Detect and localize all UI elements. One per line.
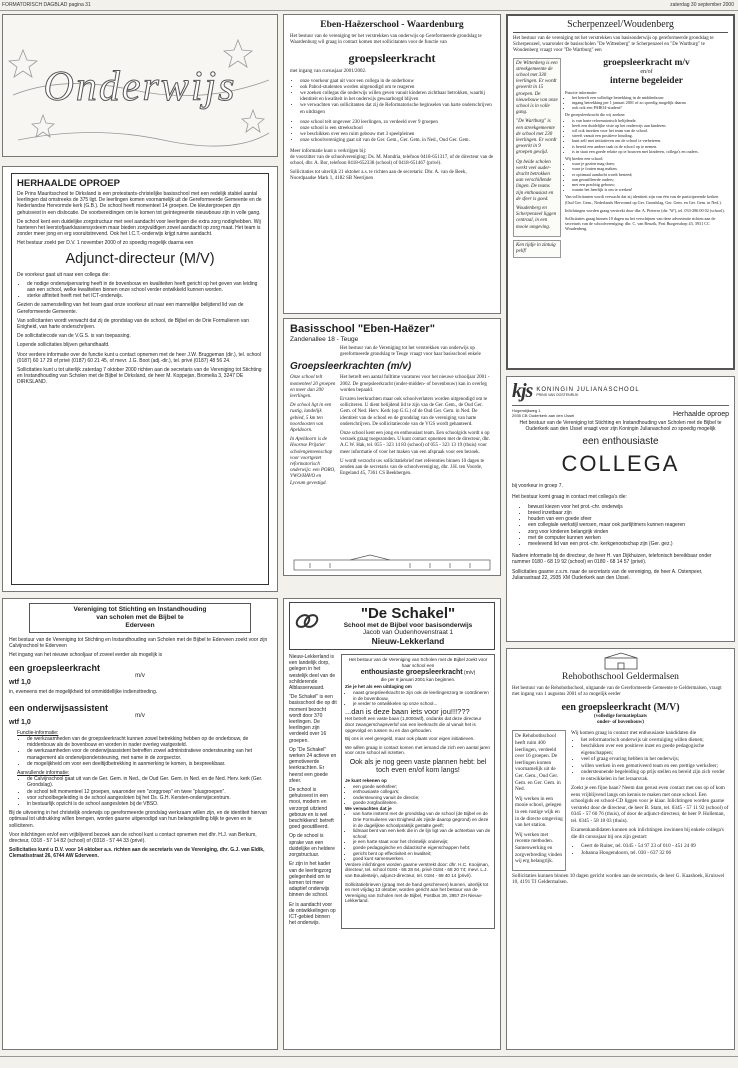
scherpenzeel-verw-item: • is van harte reformatorisch belijdende. (572, 118, 728, 123)
ad-ederveen (2, 598, 278, 1050)
teuge-p1: Het betreft een aantal fulltime vacatures voor het nieuwe schooljaar 2001 - 2002. De groepsleerkracht (onder-midden- of bovenbouw) kan in overleg worden bepaald. (340, 375, 490, 393)
herhaalde-bullet: • sterke affiniteit heeft met het ICT-onderwijs. (27, 293, 263, 299)
scherpenzeel-bied-item: • er optimaal aandacht wordt besteed; (572, 172, 728, 177)
juliana-groep: bij voorkeur in groep 7. (512, 483, 563, 490)
scherpenzeel-p3: Sollicitaties graag binnen 10 dagen na het verschijnen van deze advertentie richten aan de secretaris van de schoolvereniging: dhr. C. van Beuzik, Post Burgersdorp 43, 3931 CC Woudenberg. (565, 216, 716, 232)
ederveen-functie-heading: Functie-informatie: (17, 729, 59, 736)
teuge-side-1: Onze school telt momenteel 20 groepen en meer dan 200 leerlingen. (290, 375, 336, 400)
scherpenzeel-bied-item: • met een prachtig gebouw; (572, 182, 728, 187)
herhaalde-p5: Gezien de samenstelling van het team gaat onze voorkeur uit naar een mannelijke belijdend lid van de Gereformeerde Gemeente. (17, 302, 244, 315)
rehoboth-p2: Examenkandidaten kunnen ook inlichtingen inwinnen bij enkele collega's die dit cursusjaar bij ons zijn gestart: (571, 827, 724, 840)
teuge-job: Groepsleerkrachten (m/v) (290, 361, 412, 373)
waardenburg-p2: de voorzitter van de schoolvereniging: Ds. M. Mondria, telefoon 0418-651317, of de directeur van de school, dhr. A. Bor, telefoon 0418-652338 (school) of 0418-651467 (privé). (290, 154, 494, 167)
schakel-kunt-item: • een goede werksfeer; (353, 784, 491, 790)
schakel-verwachten-item: • van harte instemt met de grondslag van de school (de Bijbel en de Drie Formulieren van Enigheid als zijnde daarop gegrond) en deze in de dagelijkse schoolpraktijk gestalte geeft; (353, 811, 491, 828)
scherpenzeel-bied-item: • waar je fouten mag maken; (572, 166, 728, 171)
rehoboth-job-sub-1: (volledige formatieplaats (594, 714, 647, 720)
newspaper-header-left: FORMATORISCH DAGBLAD pagina 31 (2, 2, 91, 8)
scherpenzeel-func-item: • het betreft een volledige betrekking in de middenbouw (572, 95, 728, 100)
scherpenzeel-side-5: Ken tijdje in zintuig pelif! (513, 240, 561, 258)
juliana-bullet: • meelevend lid van een prot.-chr. kerkgenootschap zijn (Ger. gez.) (528, 541, 729, 547)
waardenburg-bullet: • onze schoolvereniging gaat uit van de Ger. Gem., Ger. Gem. in Ned., Oud Ger. Gem. (300, 138, 494, 144)
scherpenzeel-p1: Van sollicitanten wordt verwacht dat zij identiteit zijn van één van de participerende kerken (Oud Ger. Gem., Nederlands Hervormd op Ger. Grondslag, Ger. Gem. en Ger. Gem. in Ned.). (565, 194, 722, 205)
waardenburg-p3: Sollicitaties tot uiterlijk 21 oktober a.s. te richten aan de secretaris: Dhr. A. van de Beek, Noordpaadse Mark 1, 4182 SB Neerijnen (290, 170, 467, 182)
herhaalde-bullet: • de nodige onderwijservaring heeft in de bovenbouw en kwaliteiten heeft gericht op het geven van leiding aan een school, welke kwaliteiten binnen onze school verder ontwikkeld kunnen worden. (27, 281, 263, 293)
herhaalde-p10: Sollicitaties kunt u tot uiterlijk zaterdag 7 oktober 2000 richten aan de secretaris van de Vereniging tot Stichting en Instandhouding van Scholen met de Bijbel te Dirksland, de heer M. Koppejan, Bromelia 3, 3247 DE DIRKSLAND. (17, 367, 262, 386)
scherpenzeel-job-1: groepsleerkracht m/v (603, 57, 690, 68)
scherpenzeel-side-1: De Wittenberg is een streekgemeente de school met 330 leerlingen. Er wordt gewerkt in 15 groepen. De nieuwbouw van onze school is in volle gang. (516, 60, 558, 116)
rehoboth-side-1: De Rehobothschool heeft ruim 400 leerlingen, verdeeld over 16 groepen. De leerlingen komen voornamelijk uit de Ger. Gem., Oud Ger. Gem. en Ger. Gem. in Ned. (515, 733, 561, 793)
ad-waardenburg (283, 14, 501, 314)
schakel-side-7: Er is aandacht voor de ontwikkelingen op ICT-gebied binnen het onderwijs. (289, 901, 336, 927)
juliana-intro: Het bestuur van de Vereniging tot Stichting en Instandhouding van Scholen met de Bijbel te Ouderkerk aan den IJssel vraagt voor zijn Koningin Julianaschool zo spoedig mogelijk (519, 420, 722, 433)
schakel-chain-logo (293, 607, 321, 635)
schakel-sub-3: Nieuw-Lekkerland (371, 636, 445, 646)
schakel-side-3: Op "De Schakel" werken 24 actieve en gemotiveerde leerkrachten. Er heerst een goede sfeer. (289, 746, 337, 784)
teuge-p2: Ervaren leerkrachten maar ook schoolverlaters worden uitgenodigd om te solliciteren. U dient belijdend lid te zijn van de Ger. Gem., de Oud Ger. Gem. of Ned. Herv. Kerk (op G.G.) of de Oud Ger. Gem. in Ned. De identiteit van de school en de grondslag van de vereniging van harte onderschrijven. De sollicitatiecode van de VGS wordt gehanteerd. (340, 397, 488, 427)
ad-de-schakel (283, 598, 501, 1050)
teuge-side-3: In Apeldoorn is de Hoornse Prijstier scholengemeenschap voor voortgezet reformatorisch onderwijs: een PORO, VWO/HAVO en Lyceum gevestigd. (290, 437, 336, 486)
scherpenzeel-title: Scherpenzeel/Woudenberg (513, 19, 728, 33)
ad-teuge (283, 318, 501, 576)
kjs-logo: kjs (512, 380, 533, 402)
juliana-bullet: • houden van een goede sfeer (528, 516, 729, 522)
schakel-daag: ...dan is deze baan iets voor jou!!!??? (345, 706, 470, 716)
waardenburg-intro: Het bestuur van de vereniging ter het verstrekken van onderwijs op Gereformeerde grondslag te Waardenburg wil graag in contact komen met sollicitanten voor de functie van (290, 34, 482, 46)
scherpenzeel-job-2: interne begeleider (609, 75, 684, 86)
scherpenzeel-side-3: Op beide scholen werkt veel ouder-dracht betrokken aan verschillende lingen. De teams zijn enthousiast en de sfeer is goed. (516, 159, 554, 202)
herhaalde-p9: Voor verdere informatie over de functie kunt u contact opnemen met de heer J.W. Bruggeman (dir.), tel. school (0187) 60 17 29 of privé (0187) 60 21 45, of mevr. J.G. Boot (adj.-dir.), tel. privé (0187) 48 56 24. (17, 351, 262, 364)
schakel-verwachten-item: • lidmaat bent van een kerk die in de lijn ligt van de achterban van de school; (353, 828, 491, 839)
ederveen-desc-1: in, eveneens met de mogelijkheid tot ommiddellijke indiensttreding. (9, 688, 158, 695)
onderwijs-banner (2, 14, 278, 157)
scherpenzeel-bied-item: • waar je gezien mag doen; (572, 161, 728, 166)
waardenburg-p1: Meer informatie kunt u verkrijgen bij: (290, 148, 367, 154)
ad-scherpenzeel (506, 14, 735, 370)
juliana-bullet: • met de computer kunnen werken (528, 535, 729, 541)
scherpenzeel-verw-item: • kunt zelf met initiatieven om de school te verbeteren. (572, 138, 728, 143)
ederveen-intro: Het bestuur van de Vereniging tot Stichting en Instandhouding van Scholen met de Bijbel te Ederveen zoekt voor zijn Calvijnschool te Ederveen (9, 637, 268, 650)
juliana-p2: Sollicitaties gaarne z.s.m. naar de secretaris van de vereniging, de heer A. Ostenpeer, Julianastraat 22, 2935 XM Ouderkerk aan den IJssel. (512, 568, 703, 581)
schakel-side-2: "De Schakel" is een basisschool die op dit moment bezocht wordt door 370 leerlingen. De leerlingen zijn verdeeld over 16 groepen. (289, 694, 337, 744)
ad-herhaalde-oproep (2, 166, 278, 592)
rehoboth-bullet: • ondersteunende begeleiding op prijs stellen en bereid zijn zich verder te ontwikkelen in het leraarsvak. (581, 769, 729, 782)
herhaalde-p6: Van sollicitanten wordt verwacht dat zij de grondslag van de school, de Bijbel en de Drie Formulieren van Enigheid, van harte onderschrijven. (17, 317, 249, 331)
rehoboth-contact: • Johanna Hoogendoorn, tel. 030 - 637 32 06 (581, 850, 729, 857)
ederveen-aanv-heading: Aanvullende informatie: (17, 770, 70, 777)
schakel-kunt-heading: Je kunt rekenen op (345, 777, 387, 783)
schakel-side-6: Er zijn in het kader van de leerlingzorg gelegenheid om te komen tot meer adaptief onderwijs binnen de school. (289, 861, 332, 899)
schakel-kunt-item: • ondersteuning vanuit de directie; (353, 795, 491, 801)
waardenburg-bullet: • we zoeken collegas die onderwijs willen geven vanuit kinderen zichtbaar betrokken, waarbij identiteit en kwaliteit in het onderwijs gewaarborgd blijven (300, 91, 494, 103)
scherpenzeel-func-item: • ingang betrekking per 1 januari 2001 of zo spoedig mogelijk daarna (572, 100, 728, 105)
rehoboth-p1: Zoekt je een fijne baan? Neem dan gerust even contact met ons op of kom eens vrijblijvend langs om kennis te maken met onze school. Een schoolgids en school-CD liggen voor je klaar. Inlichtingen worden gaarne verstrekt door de directeur, de heer B. Stam, tel. 0345 - 57 11 92 (school) of 0345 - 57 60 76 (thuis), of door de adjunct-directeur, de heer P. Holleman, tel. 0345 - 58 18 03 (thuis). (571, 785, 729, 824)
ederveen-aanv-item: • de school telt momenteel 12 groepen, waaronder een "zorggroep" en twee "plusgroepen". (27, 789, 271, 795)
ederveen-wtf-1: wtf 1,0 (9, 678, 31, 686)
juliana-school-sub: PRINS VAN OOSTENRIJK (536, 392, 579, 397)
herhaalde-p7: De sollicitatiecode van de V.G.S. is van toepassing. (17, 333, 131, 340)
scherpenzeel-bied-item: • aan geoutilleerde ouders; (572, 177, 728, 182)
scherpenzeel-bied-heading: Wij bieden een school: (565, 156, 604, 162)
rehoboth-job: een groepsleerkracht (M/V) (561, 702, 680, 714)
schakel-verwachten-item: • goede pedagogische en didactische eigenschappen hebt; (353, 845, 491, 851)
schakel-p2: Bij ons is veel geregeld, maar ook plaats voor eigen initiatieven. (345, 736, 475, 742)
teuge-p3: Onze school kent een jong en enthousiast team. Een schoolgids wordt u op verzoek graag toegezonden. U kunt contact opnemen met de directeur, dhr. A.C.W. Hak, tel. 055 - 323 14 83 (school) of 055 - 323 13 19 (thuis) voor meer informatie of voor het maken van een afspraak voor een bezoek. (340, 431, 490, 455)
ederveen-functie-item: • de werkzaamheden van de groepsleerkracht kunnen zowel betrekking hebben op de onderbouw, de middenbouw als de bovenbouw en worden in nader overleg vastgesteld. (27, 736, 271, 748)
juliana-bullet: • bewust kiezen voor het prot.-chr. onderwijs (528, 504, 729, 510)
scherpenzeel-verw-item: • heeft een duidelijke visie op het onderwijs aan kinderen. (572, 123, 728, 128)
scherpenzeel-verw-item: • wil ook inzetten voor het team van de school. (572, 128, 728, 133)
schakel-kunt-item: • goede zorgfaciliteiten. (353, 800, 491, 806)
herhaalde-p1: De Prins Mauritsschool te Dirksland is een protestants-christelijke basisschool met een redelijk stabiel aantal leerlingen dat omstreeks de 375 ligt. De leerlingen komen voornamelijk uit de Gereformeerde Gemeente en de Nederlandse Hervormde kerk (G.B.). De school heeft momenteel 14 groepen. De kleutergroepen zijn gehuisvest in een dislocatie. De voorbereidingen om te komen tot geïntegreerde nieuwbouw zijn in volle gang. (17, 191, 262, 216)
schakel-job-sub: die per 8 januari 2001 kan beginnen. (380, 676, 456, 682)
teuge-title: Basisschool "Eben-Haëzer" (290, 323, 435, 335)
ederveen-title-2: van scholen met de Bijbel te (96, 614, 184, 621)
scherpenzeel-p2: Inlichtingen worden graag verstrekt door dhr. A. Pieterse (dir. 'W'), tel. 033-286 00 02 (school). (565, 207, 725, 213)
ederveen-job-2: een onderwijsassistent (9, 702, 109, 713)
schakel-side-1: Nieuw-Lekkerland is een landelijk dorp, gelegen in het westelijk deel van de schilderende Alblasserwaard. (289, 654, 336, 692)
ederveen-aanv-item: • voor schoolbegeleiding is de school aangesloten bij het Ds. G.H. Kersten-onderwijscentrum. (27, 795, 271, 801)
waardenburg-job: groepsleerkracht (348, 51, 436, 66)
herhaalde-p8: Lopende sollicitaties blijven gehandhaafd. (17, 342, 110, 349)
juliana-collega: COLLEGA (561, 451, 680, 477)
schakel-verwachten-item: • gericht bent op effectiviteit en kwaliteit; (353, 851, 491, 857)
juliana-p1: Nadere informatie bij de directeur, de heer H. van Dijkhuizen, telefonisch bereikbaar onder nummer 0180 - 68 19 92 (school) en 0180 - 68 14 57 (privé). (512, 553, 712, 566)
waardenburg-bullet: • onze voorkeur gaat uit voor een collega in de onderbouw (300, 79, 494, 85)
teuge-p4: U wordt verzocht uw sollicitatiebrief met referenties binnen 10 dagen te zenden aan de secretaris van de schoolvereniging, dhr. J.H. ten Voorde, Engeland 45, 7361 CS Beekbergen. (340, 458, 485, 477)
rehoboth-intro: Het bestuur van de Rehobothschool, uitgaande van de Gereformeerde Gemeente te Geldermalsen, vraagt met ingang van 1 augustus 2001 of zo mogelijk eerder (512, 686, 722, 698)
rehoboth-p3: Sollicitaties kunnen binnen 10 dagen gericht worden aan de secretaris, de heer G. Kaashoek, Kruiswel 10, 4191 TJ Geldermalsen. (512, 872, 725, 886)
schakel-title: "De Schakel" (360, 605, 456, 622)
footer-rule (0, 1056, 738, 1057)
rehoboth-bullet: • willen werken in een gemotiveerd team en een prettige werksfeer; (581, 763, 729, 770)
schakel-intro: Het bestuur van de Vereniging van Scholen met de Bijbel zoekt voor haar school een (348, 657, 488, 668)
ederveen-title-1: Vereniging tot Stichting en Instandhouding (73, 606, 207, 613)
juliana-address-2: 2935 CB Ouderkerk aan den IJssel (512, 413, 575, 418)
ederveen-mv-1: m/v (135, 672, 145, 679)
rehoboth-building-logo (601, 652, 641, 670)
schakel-job: enthousiaste groepsleerkracht (360, 669, 463, 677)
newspaper-header-right: zaterdag 30 september 2000 (670, 2, 734, 8)
ederveen-aanv-item: • de Calvijnschool gaat uit van de Ger. Gem. in Ned., de Oud Ger. Gem. in Ned. en de Ned. Herv. kerk (Ger. Grondslag). (27, 776, 271, 788)
ederveen-job-1: een groepsleerkracht (9, 662, 101, 673)
schakel-uitdaging-item: • naast groepsleerkracht te zijn ook de leerlingenzorg te coördineren in de bovenbouw, (353, 690, 491, 701)
rehoboth-bullet: • beschikken over een positieve inzet en goede pedagogische eigenschappen; (581, 743, 729, 756)
juliana-bullet: • zorg voor kinderen belangrijk vinden (528, 529, 729, 535)
waardenburg-title: Eben-Haëzerschool - Waardenburg (320, 20, 464, 30)
scherpenzeel-enof: en/of (640, 68, 653, 75)
herhaalde-job-title: Adjunct-directeur (M/V) (65, 250, 215, 267)
schakel-p1: Het betreft een vaste baan (1,0000wtf), ondanks dat deze directeur door zwangerschapsverlof van een leerkracht die al vanuit het is opgevolgd en tussen nu en dan gehouden. (345, 716, 482, 733)
ederveen-wtf-2: wtf 1,0 (9, 718, 31, 726)
schakel-uitdaging-item: • je verder te ontwikkelen op onze school... (353, 701, 491, 707)
teuge-intro: Het bestuur van de Vereniging tot het verstrekken van onderwijs op gereformeerde grondslag te Teuge vraagt voor haar basisschool enkele (340, 346, 481, 358)
schakel-sollicitatie: Sollicitatiebrieven (graag met de hand geschreven) kunnen, uiterlijk tot en met vrijdag 13 oktober, worden gericht aan het bestuur van de Vereniging van Scholen met de Bijbel, Postbus 39, 2957 ZH Nieuw-Lekkerland. (345, 881, 489, 904)
school-building-illustration (290, 554, 494, 572)
teuge-address: Zandenallee 18 - Teuge (290, 336, 359, 343)
herhaalde-title: HERHAALDE OPROEP (17, 178, 120, 189)
schakel-side-5: Op de school is sprake van een duidelijke en heldere zorgstructuur. (289, 833, 335, 859)
juliana-school-name: KONINGIN JULIANASCHOOL (536, 386, 640, 393)
schakel-uitdaging-heading: Zie je het als een uitdaging om (345, 684, 412, 690)
schakel-verwachten-heading: We verwachten dat je (345, 805, 392, 811)
herhaalde-p4: De voorkeur gaat uit naar een collega die: (17, 271, 110, 278)
schakel-kunt-item: • enthousiaste collega's; (353, 789, 491, 795)
juliana-bullet: • breed inzetbaar zijn (528, 510, 729, 516)
scherpenzeel-intro: Het bestuur van de vereniging tot het verstrekken van basisonderwijs op gereformeerde grondslag te Scherpenzeel, waaronder de basisscholen "De Wittenberg" te Scherpenzeel en "De Wartburg" te Woudenberg vraagt voor "De Wartburg" een (513, 36, 714, 54)
scherpenzeel-func-heading: Functie informatie: (565, 89, 598, 95)
schakel-p3: We willen graag in contact komen met iemand die zich een aantal jaren voor onze school wil inzetten. (345, 744, 490, 756)
schakel-verwachten-item: • goed kunt samenwerken. (353, 856, 491, 862)
scherpenzeel-side-4: Woudenberg en Scherpenzeel liggen centraal, in een mooie omgeving. (516, 206, 557, 230)
rehoboth-side-2: Wij werken in een mooie school, gelegen in een rustige wijk en in de directe omgeving van het station. (515, 795, 563, 829)
waardenburg-bullet: • onze school is een streekschool (300, 126, 494, 132)
juliana-oproep: Herhaalde oproep (672, 411, 729, 418)
rehoboth-side-3: Wij werken met recente methoden. Samenwerking en zorgverbreding vinden wij erg belangrijk. (515, 831, 563, 865)
ederveen-title-3: Ederveen (125, 622, 155, 629)
scherpenzeel-verw-item: • streeft vanuit een positieve houding. (572, 133, 728, 138)
schakel-ook: Ook als je nog geen vaste plannen hebt: bel toch even en/of kom langs! (349, 758, 487, 774)
herhaalde-p3: Het bestuur zoekt per D.V. 1 november 2000 of zo spoedig mogelijk daarna een (17, 240, 194, 247)
ederveen-intro-2: Het ingang van het nieuwe schooljaar of zoveel eerder als mogelijk is (9, 652, 163, 659)
herhaalde-p2: De school kent een duidelijke zorgstructuur met veel aandacht voor leerlingen die extra zorg nodighebben. Wij hanteren het leerstofjaarklassensysteem maar bieden zorgvuldigen zowel aandacht op zorg maat. Het team is zonder meer jong en erg vooruitstrevend. Ook het I.C.T.-onderwijs krijgt ruime aandacht. (17, 218, 261, 238)
schakel-side-4: De school is gehuisvest in een mooi, modern en verzorgd uitziend gebouw en is wel beschikkend: betreft goed geoutilleerd. (289, 787, 334, 831)
scherpenzeel-verw-item: • is bereid een andere taak in de school op te nemen. (572, 144, 728, 149)
teuge-side-2: De school ligt in een rustig, landelijk gebied, 5 km ten noordoosten van Apeldoorn. (290, 403, 332, 434)
ederveen-functie-item: • de mogelijkheid om voor een deeltijdbetrekking in aanmerking te komen, is bespreekbaar. (27, 761, 271, 767)
waardenburg-bullet: • onze school telt ongeveer 230 leerlingen, zo verdeeld over 9 groepen (300, 120, 494, 126)
ederveen-functie-item: • de werkzaamheden voor de onderwijsassistent betreffen zowel administratieve ondersteuning van het management als onderwijsondersteuning, met name in de zorgsector. (27, 748, 271, 760)
schakel-verwachten-item: • je een harte staat voor het christelijk onderwijs; (353, 839, 491, 845)
schakel-sub-1: School met de Bijbel voor basisonderwijs (343, 622, 473, 629)
waardenburg-bullet: • we beschikken over een ruim gebouw met 3 speelpleinen (300, 132, 494, 138)
rehoboth-bullet: • het reformatorisch onderwijs uit overtuiging willen dienen; (581, 737, 729, 744)
juliana-een: een enthousiaste (582, 436, 659, 448)
ad-julianaschool (506, 376, 735, 642)
ederveen-aanv-item: • in bestuurlijk opzicht is de school aangesloten bij de VBSO. (27, 801, 271, 807)
ad-rehoboth (506, 648, 735, 1050)
waardenburg-bullet: • we verwachten van sollicitanten dat zij de Reformatorische beginselen van harte onderschrijven en uitdragen (300, 103, 494, 115)
juliana-bullet: • een collegiale werkstijl wensen, maar ook partijtimers kunnen reageren (528, 522, 729, 528)
waardenburg-sub: met ingang van cursusjaar 2001/2002. (290, 69, 367, 75)
ederveen-p3: Sollicitaties kunt u D.V. voor 14 oktober a.s. richten aan de secretaris van de Vereniging, dhr. G.J. van Eldik, Clematisstraat 26, 6744 AW Ederveen. (9, 847, 265, 860)
header-rule (0, 10, 738, 11)
ederveen-mv-2: m/v (135, 712, 145, 719)
onderwijs-title: Onderwijs (43, 64, 237, 110)
rehoboth-bullet: • veel of graag ervaring hebben in het onderwijs; (581, 756, 729, 763)
scherpenzeel-verw-heading: De groepsleerkracht die wij zoeken: (565, 112, 626, 118)
juliana-address-1: Hogendijkweg 1 (512, 408, 541, 413)
schakel-info: Verdere inlichtingen worden gaarne verstrekt door: dhr. H.C. Kooijman, directeur, tel. school 0184 - 68 28 64, privé 0184 - 68 20 74; mevr. L.J. van Boudesteijn, adjunct-directeur, tel. 0184 - 68 40 14 (privé). (345, 861, 490, 878)
ederveen-p2: Voor inlichtingen en/of een vrijblijvend bezoek aan de school kunt u contact opnemen met dhr. H.J. van Berkum, directeur, 0318 - 57 14 82 (school) of (0318 - 57 44 33 (privé). (9, 831, 257, 845)
rehoboth-job-sub-2: onder- of bovenbouw) (597, 720, 644, 726)
rehoboth-contact: • Geert de Ruiter, tel. 0345 - 54 97 23 of 010 - 451 24 09 (581, 843, 729, 850)
rehoboth-title: Rehobothschool Geldermalsen (562, 672, 679, 682)
scherpenzeel-bied-item: • waarin het heerlijk is om te werken! (572, 187, 728, 192)
ederveen-p1: Bij de uitvoering in het christelijk onderwijs op gereformeerde grondslag werkzaam willen zijn, en de identiteit hiervan optimaal tot uitdrukking willen brengen, worden gaarne uitgenodigd van hun belangstelling blijk te geven en te solliciteren. (9, 810, 268, 829)
rehoboth-wij: Wij komen graag in contact met enthousiaste kandidaten die (571, 730, 697, 737)
schakel-job-mv: (m/v) (463, 670, 476, 677)
waardenburg-bullet: • ook Pabo4-studenten worden uitgenodigd om te reageren (300, 85, 494, 91)
scherpenzeel-func-item: • ook ook een PABO4-student? (572, 105, 728, 110)
juliana-zoekt: Het bestuur komt graag in contact met collega's die: (512, 493, 627, 500)
schakel-sub-2: Jacob van Oudenhovenstraat 1 (362, 629, 454, 636)
scherpenzeel-side-2: "De Wartburg" is een streekgemeente de school met 230 leerlingen. Er wordt gewerkt in 9 groepen gewijd. (516, 119, 557, 156)
scherpenzeel-verw-item: • is in staat een goede relatie op te bouwen met kinderen, collega's en ouders. (572, 149, 728, 154)
